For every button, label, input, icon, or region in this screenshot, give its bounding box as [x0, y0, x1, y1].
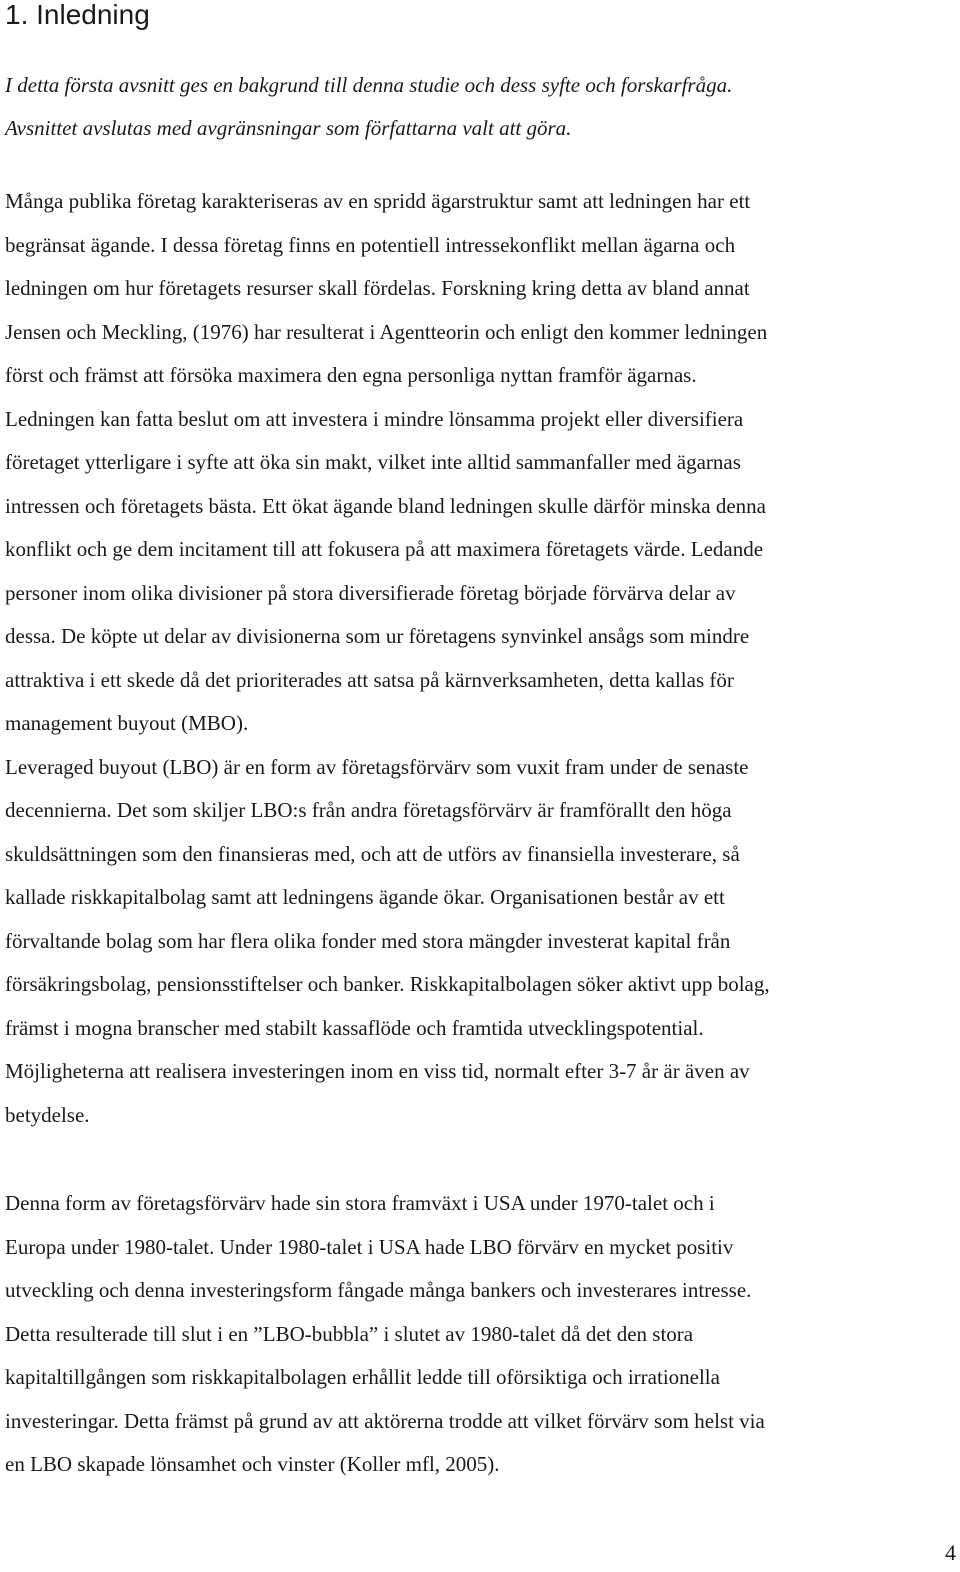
text-line: Detta resulterade till slut i en ”LBO-bubbla” i slutet av 1980-talet då det den stora — [5, 1321, 694, 1346]
text-line: utveckling och denna investeringsform fångade många bankers och investerares intresse. — [5, 1278, 752, 1302]
text-line: Avsnittet avslutas med avgränsningar som författarna valt att göra. — [5, 116, 572, 140]
text-line: decennierna. Det som skiljer LBO:s från andra företagsförvärv är framförallt den höga — [5, 798, 732, 822]
text-line: Denna form av företagsförvärv hade sin stora framväxt i USA under 1970-talet och i — [5, 1191, 715, 1215]
text-line: attraktiva i ett skede då det prioriterades att satsa på kärnverksamheten, detta kallas för — [5, 667, 734, 692]
body-paragraph-2 — [5, 1182, 930, 1487]
body-paragraph-1 — [5, 180, 930, 1137]
text-line: främst i mogna branscher med stabilt kassaflöde och framtida utvecklingspotential. — [5, 1015, 704, 1040]
text-line: investeringar. Detta främst på grund av att aktörerna trodde att vilket förvärv som helst via — [5, 1408, 765, 1433]
text-line: intressen och företagets bästa. Ett ökat ägande bland ledningen skulle därför minska denna — [5, 493, 767, 518]
text-line: Ledningen kan fatta beslut om att investera i mindre lönsamma projekt eller diversifiera — [5, 406, 744, 431]
text-line: företaget ytterligare i syfte att öka sin makt, vilket inte alltid sammanfaller med ägarnas — [5, 450, 741, 474]
text-line: dessa. De köpte ut delar av divisionerna som ur företagens synvinkel ansågs som mindre — [5, 624, 750, 648]
text-line: Leveraged buyout (LBO) är en form av företagsförvärv som vuxit fram under de senaste — [5, 754, 749, 779]
text-line: en LBO skapade lönsamhet och vinster (Koller mfl, 2005). — [5, 1452, 500, 1476]
text-line: först och främst att försöka maximera den egna personliga nyttan framför ägarnas. — [5, 363, 697, 387]
text-line: Möjligheterna att realisera investeringen inom en viss tid, normalt efter 3-7 år är även av — [5, 1059, 750, 1083]
text-line: skuldsättningen som den finansieras med, och att de utförs av finansiella investerare, så — [5, 841, 740, 866]
section-heading: 1. Inledning — [5, 0, 150, 30]
text-line: kallade riskkapitalbolag samt att ledningens ägande ökar. Organisationen består av ett — [5, 885, 725, 909]
text-line: konflikt och ge dem incitament till att fokusera på att maximera företagets värde. Ledande — [5, 537, 764, 561]
text-line: Europa under 1980-talet. Under 1980-talet i USA hade LBO förvärv en mycket positiv — [5, 1234, 734, 1259]
text-line: management buyout (MBO). — [5, 711, 249, 735]
text-line: Jensen och Meckling, (1976) har resulterat i Agentteorin och enligt den kommer ledningen — [5, 319, 768, 344]
text-line: betydelse. — [5, 1102, 90, 1127]
text-line: begränsat ägande. I dessa företag finns en potentiell intressekonflikt mellan ägarna och — [5, 232, 736, 257]
text-line: förvaltande bolag som har flera olika fonder med stora mängder investerat kapital från — [5, 928, 731, 953]
text-line: kapitaltillgången som riskkapitalbolagen erhållit ledde till oförsiktiga och irrationella — [5, 1365, 720, 1389]
text-line: försäkringsbolag, pensionsstiftelser och banker. Riskkapitalbolagen söker aktivt upp bolag, — [5, 972, 770, 996]
text-line: personer inom olika divisioner på stora diversifierade företag började förvärva delar av — [5, 580, 736, 605]
text-line: Många publika företag karakteriseras av en spridd ägarstruktur samt att ledningen har ett — [5, 189, 751, 213]
page-number: 4 — [945, 1540, 956, 1565]
intro-paragraph — [5, 64, 930, 150]
text-line: I detta första avsnitt ges en bakgrund till denna studie och dess syfte och forskarfråga. — [5, 73, 733, 97]
text-line: ledningen om hur företagets resurser skall fördelas. Forskning kring detta av bland annat — [5, 276, 750, 300]
